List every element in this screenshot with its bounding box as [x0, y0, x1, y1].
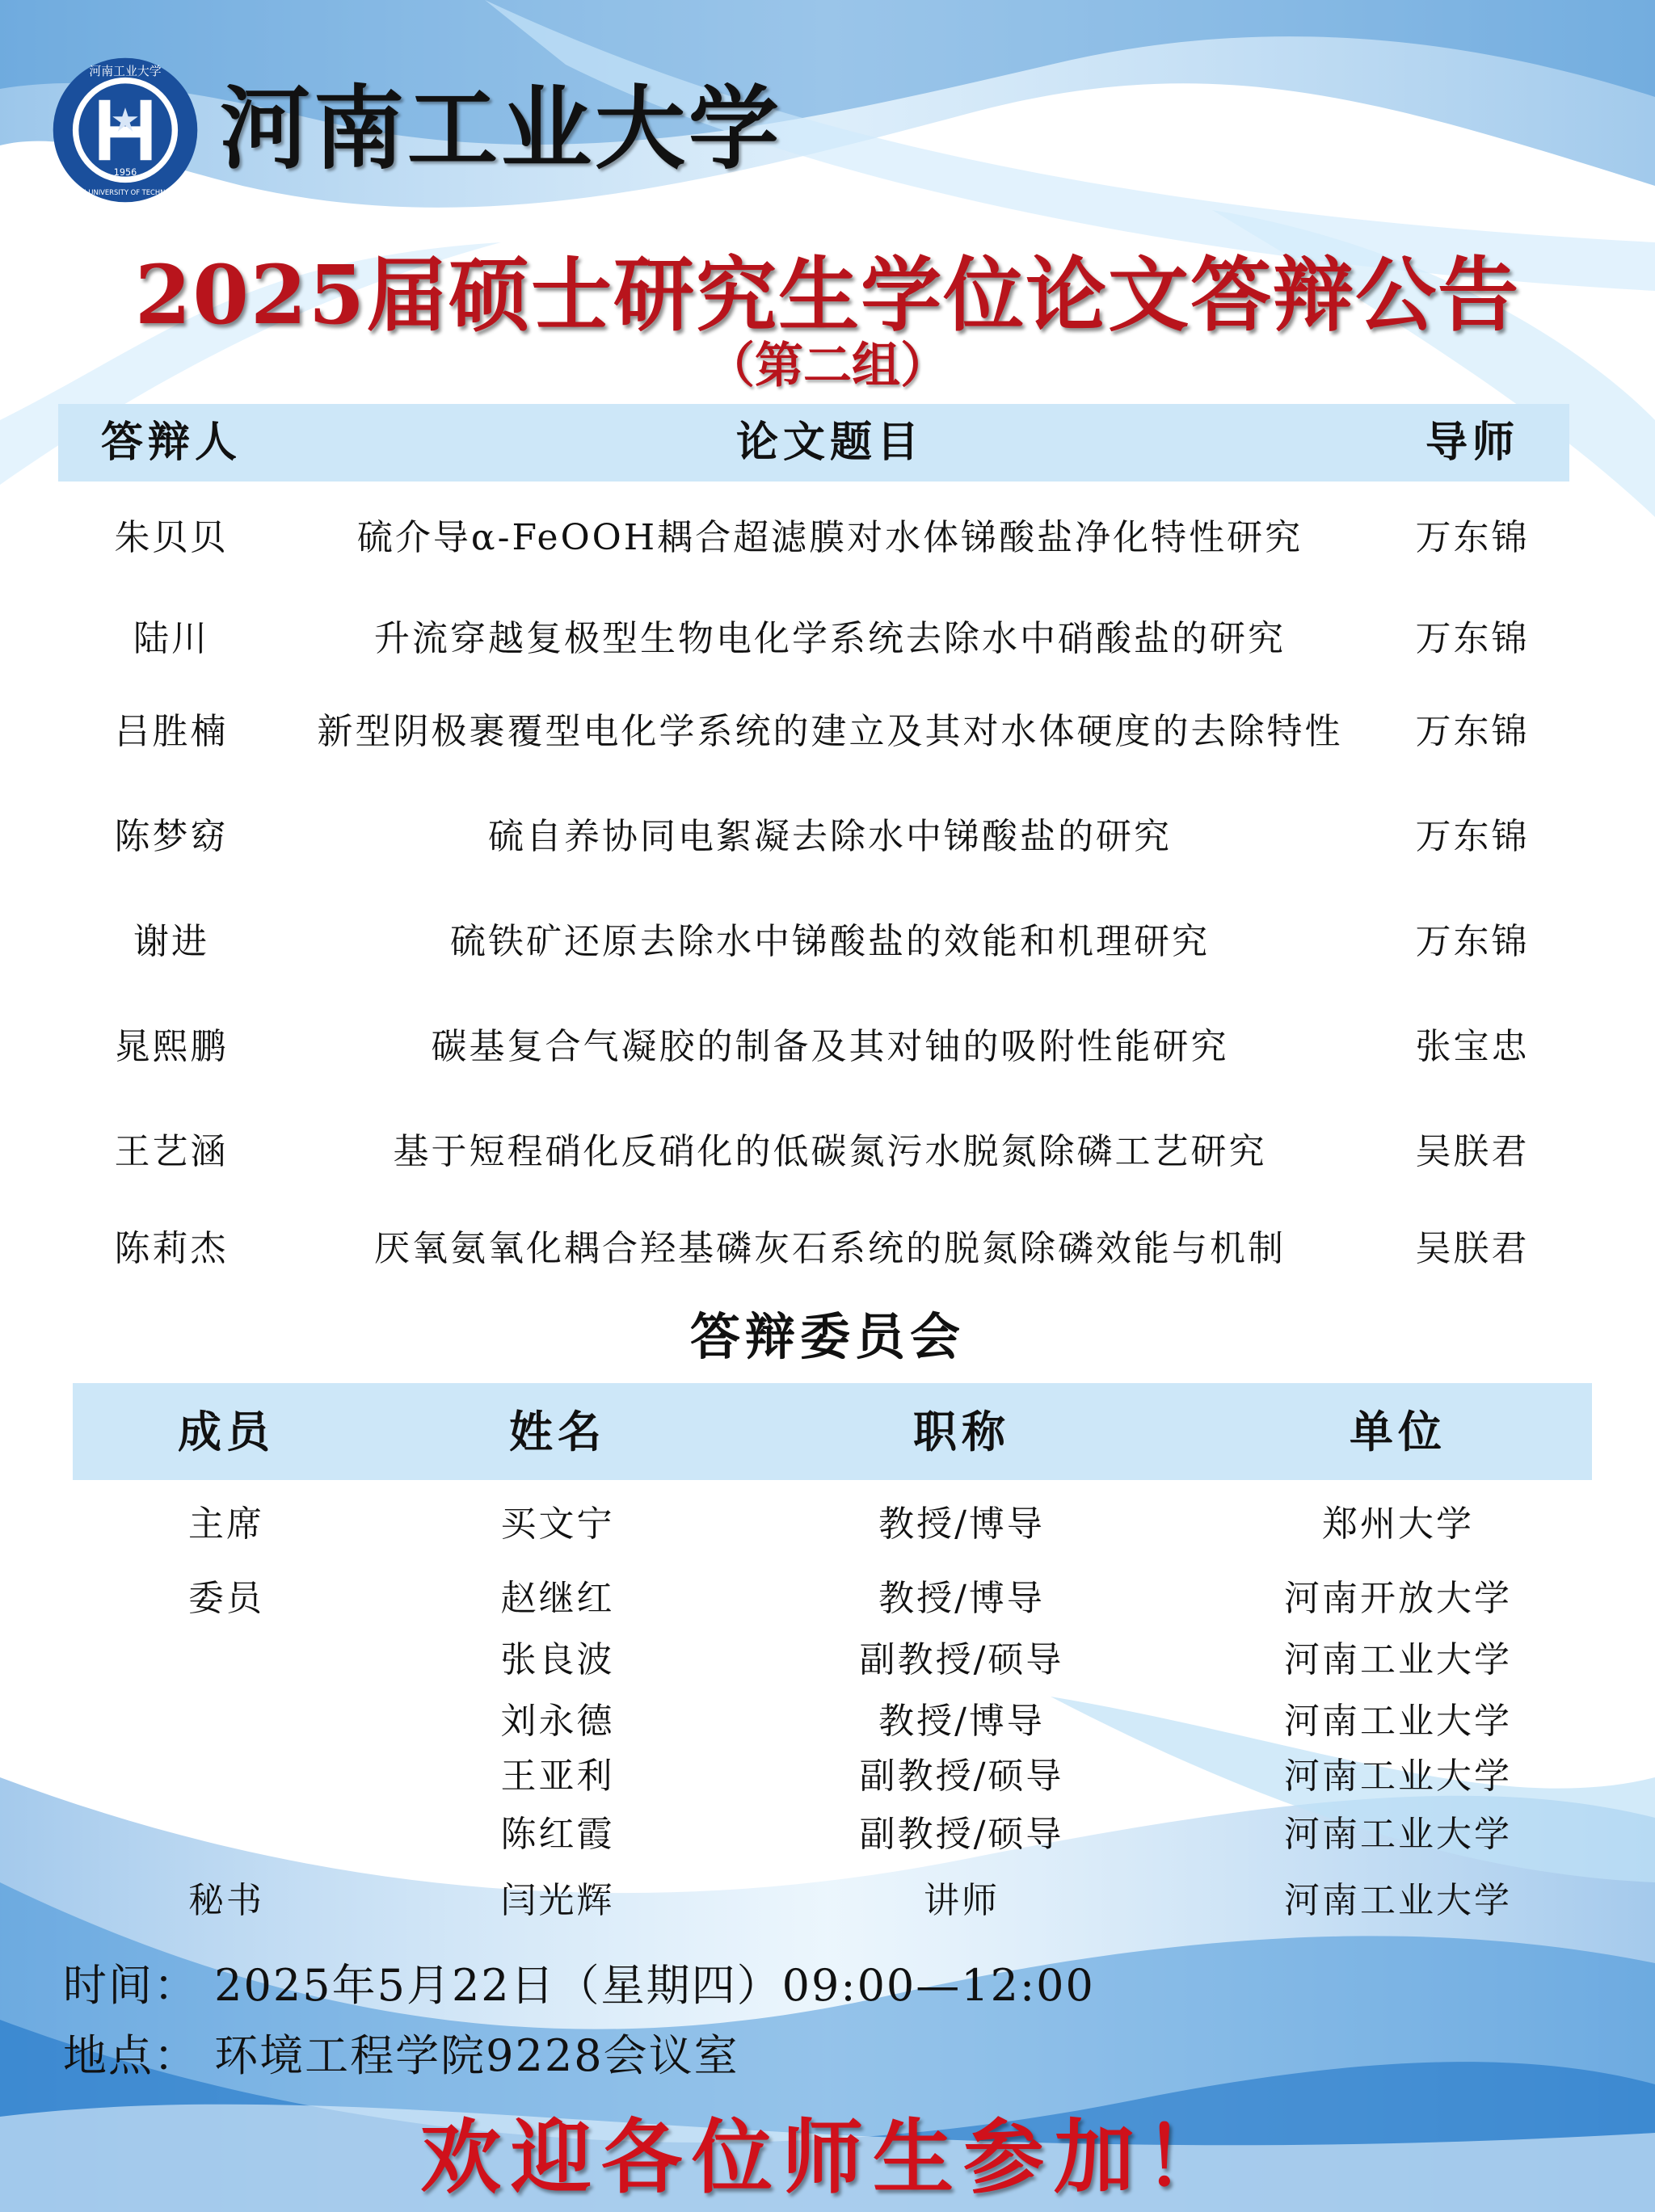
member-name: 买文宁 — [500, 1503, 615, 1545]
svg-text:HENAN UNIVERSITY OF TECHNOLOGY: HENAN UNIVERSITY OF TECHNOLOGY — [61, 187, 189, 196]
page-title: 2025届硕士研究生学位论文答辩公告 — [134, 247, 1521, 343]
table-row — [0, 1571, 1655, 1627]
svg-text:河南工业大学: 河南工业大学 — [89, 64, 162, 79]
member-name: 王亚利 — [500, 1756, 615, 1797]
table-row — [0, 1693, 1655, 1750]
member-name: 赵继红 — [500, 1578, 615, 1619]
advisor-name: 吴朕君 — [1415, 1228, 1530, 1269]
defense-time: 时间： 2025年5月22日（星期四）09:00—12:00 — [63, 1960, 1095, 2011]
thesis-title: 硫介导α-FeOOH耦合超滤膜对水体锑酸盐净化特性研究 — [356, 517, 1303, 558]
member-name: 陈红霞 — [500, 1814, 615, 1855]
table-row — [0, 1015, 1655, 1079]
student-name: 吕胜楠 — [114, 711, 229, 752]
student-name: 陆川 — [133, 618, 209, 659]
table-row — [0, 805, 1655, 869]
table-row — [0, 506, 1655, 570]
table-row — [0, 1873, 1655, 1929]
member-name: 张良波 — [500, 1639, 615, 1680]
member-unit: 河南开放大学 — [1284, 1578, 1512, 1619]
table-row — [0, 1496, 1655, 1553]
member-name: 闫光辉 — [500, 1880, 615, 1921]
student-name: 朱贝贝 — [114, 517, 229, 558]
thesis-title: 硫铁矿还原去除水中锑酸盐的效能和机理研究 — [450, 921, 1210, 962]
member-rank: 副教授/硕导 — [859, 1756, 1064, 1797]
thesis-title: 基于短程硝化反硝化的低碳氮污水脱氮除磷工艺研究 — [393, 1131, 1267, 1172]
column-header-unit: 单位 — [1350, 1406, 1447, 1457]
table-row — [0, 700, 1655, 764]
university-logo — [50, 55, 200, 205]
student-name: 陈梦窈 — [114, 816, 229, 857]
student-name: 晁熙鹏 — [114, 1026, 229, 1067]
student-name: 谢进 — [133, 921, 209, 962]
member-unit: 河南工业大学 — [1284, 1756, 1512, 1797]
advisor-name: 万东锦 — [1415, 517, 1530, 558]
committee-table-header — [73, 1383, 1592, 1480]
table-row — [0, 910, 1655, 974]
column-header-name: 姓名 — [509, 1406, 606, 1457]
thesis-title: 新型阴极裹覆型电化学系统的建立及其对水体硬度的去除特性 — [317, 711, 1343, 752]
member-role: 委员 — [188, 1578, 264, 1619]
member-rank: 教授/博导 — [878, 1578, 1045, 1619]
thesis-title: 升流穿越复极型生物电化学系统去除水中硝酸盐的研究 — [374, 618, 1286, 659]
table-row — [0, 1120, 1655, 1184]
advisor-name: 万东锦 — [1415, 711, 1530, 752]
column-header-rank: 职称 — [913, 1406, 1010, 1457]
thesis-title: 碳基复合气凝胶的制备及其对铀的吸附性能研究 — [431, 1026, 1229, 1067]
advisor-name: 吴朕君 — [1415, 1131, 1530, 1172]
defense-place: 地点： 环境工程学院9228会议室 — [63, 2030, 739, 2081]
welcome-message: 欢迎各位师生参加！ — [420, 2109, 1235, 2205]
member-rank: 讲师 — [924, 1880, 1000, 1921]
thesis-title: 厌氧氨氧化耦合羟基磷灰石系统的脱氮除磷效能与机制 — [374, 1228, 1286, 1269]
student-name: 陈莉杰 — [114, 1228, 229, 1269]
member-rank: 副教授/硕导 — [859, 1814, 1064, 1855]
table-row — [0, 607, 1655, 671]
student-name: 王艺涵 — [114, 1131, 229, 1172]
column-header-student: 答辩人 — [100, 418, 242, 467]
member-unit: 郑州大学 — [1322, 1503, 1474, 1545]
advisor-name: 万东锦 — [1415, 816, 1530, 857]
table-row — [0, 1806, 1655, 1863]
column-header-role: 成员 — [178, 1406, 275, 1457]
member-unit: 河南工业大学 — [1284, 1880, 1512, 1921]
table-row — [0, 1632, 1655, 1688]
defense-table-header — [58, 404, 1569, 482]
member-role: 主席 — [188, 1503, 264, 1545]
member-unit: 河南工业大学 — [1284, 1701, 1512, 1742]
advisor-name: 万东锦 — [1415, 921, 1530, 962]
committee-title: 答辩委员会 — [689, 1307, 965, 1366]
school-name: 河南工业大学 — [220, 76, 782, 182]
column-header-thesis-title: 论文题目 — [735, 418, 924, 467]
member-unit: 河南工业大学 — [1284, 1814, 1512, 1855]
svg-text:1956: 1956 — [113, 166, 137, 178]
member-rank: 副教授/硕导 — [859, 1639, 1064, 1680]
table-row — [0, 1217, 1655, 1281]
thesis-title: 硫自养协同电絮凝去除水中锑酸盐的研究 — [488, 816, 1172, 857]
member-role: 秘书 — [188, 1880, 264, 1921]
page-subtitle: （第二组） — [706, 338, 949, 394]
advisor-name: 万东锦 — [1415, 618, 1530, 659]
member-rank: 教授/博导 — [878, 1503, 1045, 1545]
advisor-name: 张宝忠 — [1415, 1026, 1530, 1067]
column-header-advisor: 导师 — [1425, 418, 1519, 467]
table-row — [0, 1748, 1655, 1805]
member-unit: 河南工业大学 — [1284, 1639, 1512, 1680]
member-rank: 教授/博导 — [878, 1701, 1045, 1742]
member-name: 刘永德 — [500, 1701, 615, 1742]
